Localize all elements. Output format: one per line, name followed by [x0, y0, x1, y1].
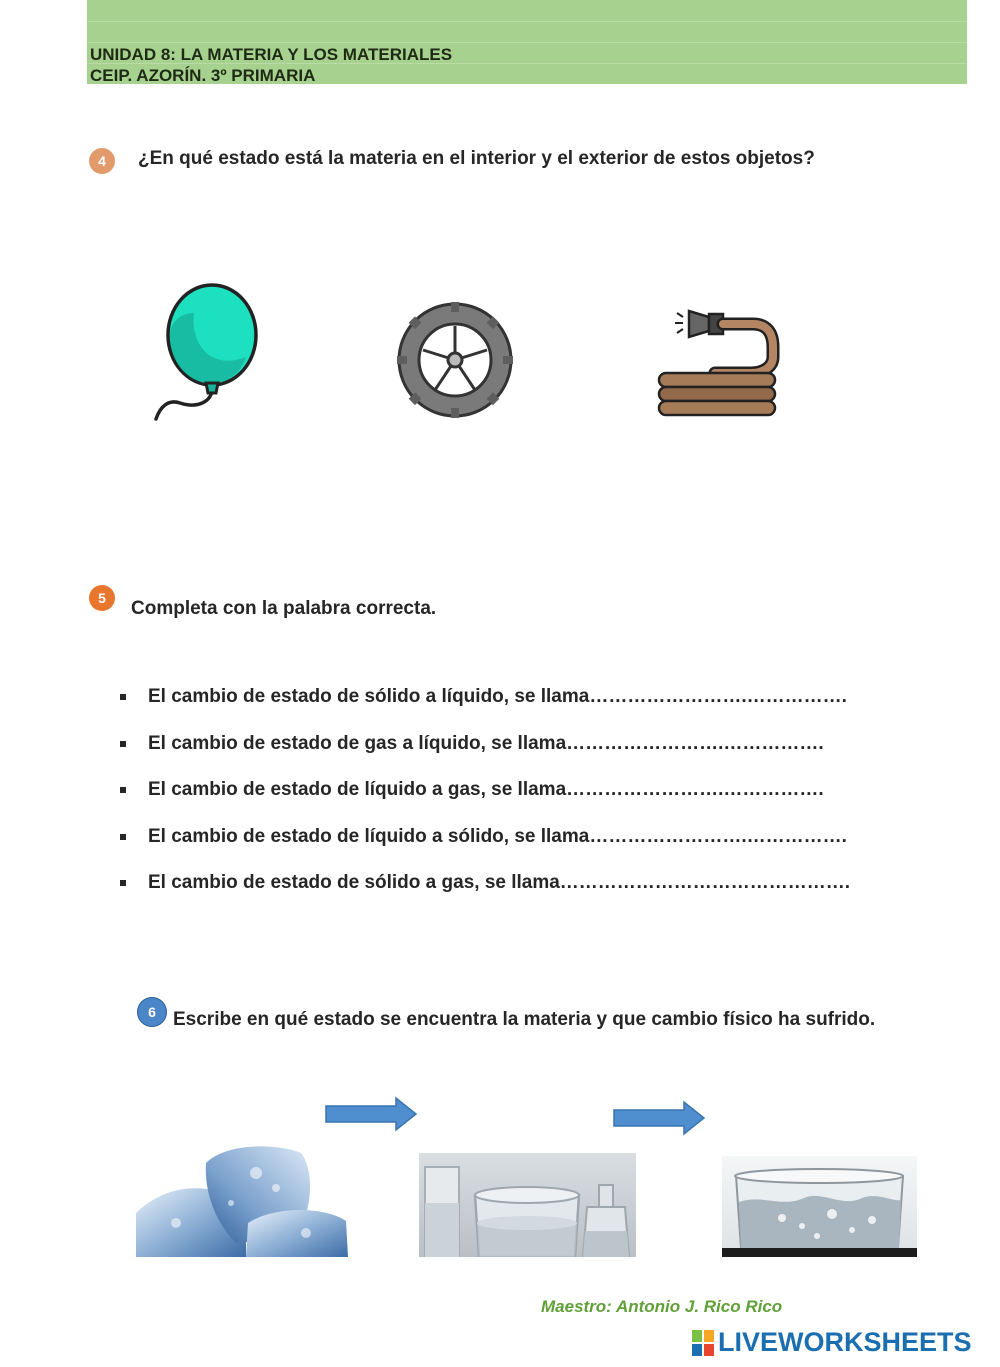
header-title	[90, 44, 452, 86]
list-item[interactable]	[118, 826, 850, 873]
question-5-text: Completa con la palabra correcta.	[131, 598, 437, 619]
question-4-badge	[89, 148, 115, 174]
bullet-icon	[120, 787, 126, 793]
list-item[interactable]	[118, 779, 850, 826]
teacher-credit: Maestro: Antonio J. Rico Rico	[541, 1297, 783, 1316]
header-unit-title: UNIDAD 8: LA MATERIA Y LOS MATERIALES	[90, 45, 453, 64]
list-item-text: El cambio de estado de líquido a sólido, se llama…………………….…………….	[148, 825, 847, 847]
water-glassware-photo	[419, 1153, 636, 1257]
question-6-badge	[137, 997, 167, 1027]
bullet-icon	[120, 741, 126, 747]
balloon-icon	[150, 283, 260, 425]
header-school: CEIP. AZORÍN. 3º PRIMARIA	[90, 66, 316, 85]
list-item[interactable]	[118, 872, 850, 919]
question-4-number: 4	[98, 153, 106, 169]
list-item-text: El cambio de estado de líquido a gas, se llama…………………….…………….	[148, 779, 824, 800]
garden-hose-icon	[655, 305, 785, 423]
brand-logo[interactable]	[692, 1327, 972, 1358]
list-item[interactable]	[118, 686, 850, 733]
list-item-text: El cambio de estado de gas a líquido, se llama…………………….…………….	[148, 732, 824, 754]
boiling-water-pot-photo	[722, 1156, 917, 1257]
fill-in-list	[118, 686, 850, 919]
arrow-right-icon	[612, 1100, 708, 1136]
ice-cubes-photo	[136, 1143, 349, 1257]
bullet-icon	[120, 694, 126, 700]
list-item-text: El cambio de estado de sólido a líquido, se llama…………………….…………….	[148, 686, 847, 707]
liveworksheets-logo-icon	[692, 1330, 714, 1356]
question-4-text: ¿En qué estado está la materia en el interior y el exterior de estos objetos?	[138, 148, 815, 169]
arrow-right-icon	[324, 1096, 420, 1132]
question-5-number: 5	[98, 590, 106, 606]
bullet-icon	[120, 834, 126, 840]
bullet-icon	[120, 880, 126, 886]
list-item[interactable]	[118, 733, 850, 780]
question-5-badge	[89, 585, 115, 611]
brand-name: LIVEWORKSHEETS	[718, 1327, 972, 1357]
question-6-number: 6	[148, 1004, 156, 1020]
tire-icon	[393, 300, 517, 424]
question-6-text: Escribe en qué estado se encuentra la materia y que cambio físico ha sufrido.	[173, 1009, 876, 1030]
list-item-text: El cambio de estado de sólido a gas, se llama……………………………………….	[148, 872, 851, 893]
